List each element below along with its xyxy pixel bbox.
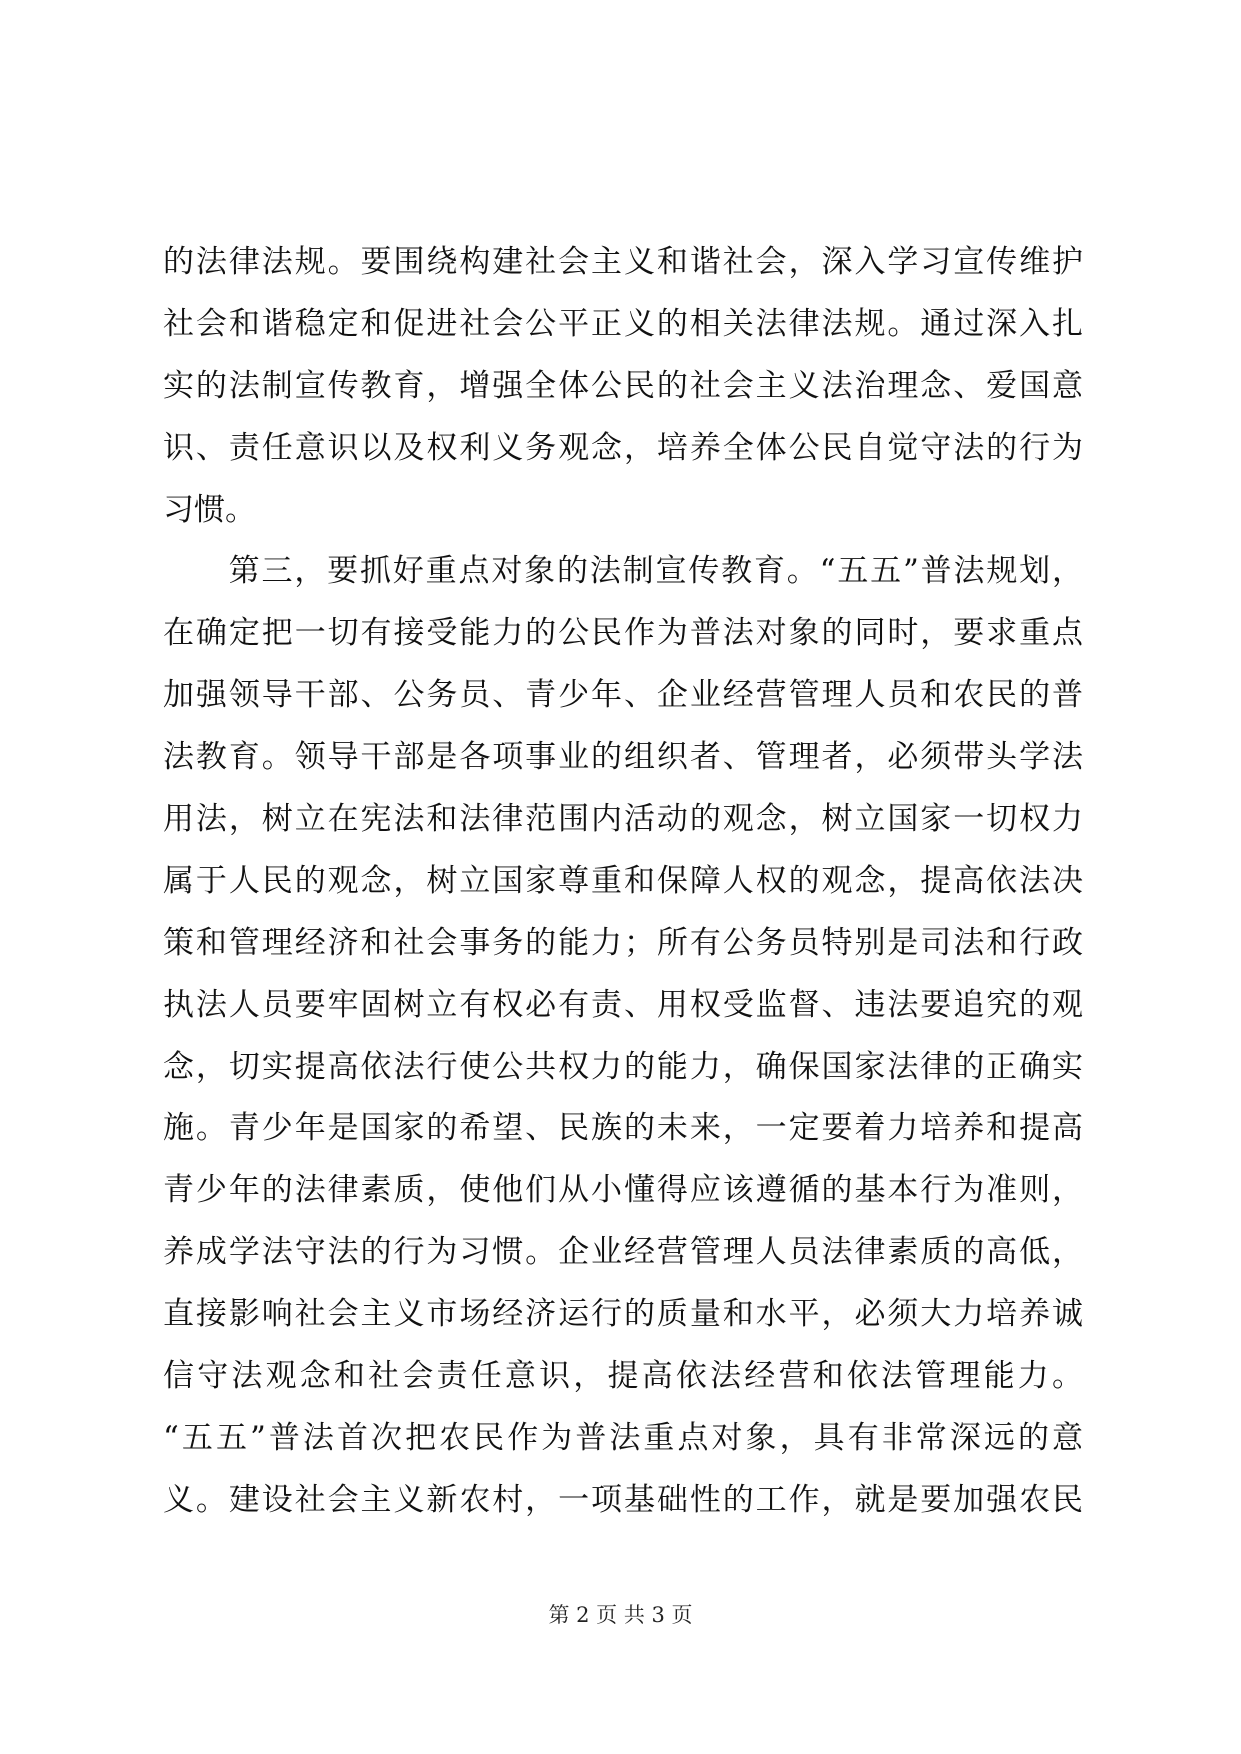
- text-line: 用法，树立在宪法和法律范围内活动的观念，树立国家一切权力: [163, 801, 1083, 838]
- text-line: 青少年的法律素质，使他们从小懂得应该遵循的基本行为准则，: [163, 1172, 1083, 1209]
- text-line: 直接影响社会主义市场经济运行的质量和水平，必须大力培养诚: [163, 1296, 1083, 1333]
- text-line: “五五”普法首次把农民作为普法重点对象，具有非常深远的意: [163, 1419, 1083, 1456]
- text-line: 在确定把一切有接受能力的公民作为普法对象的同时，要求重点: [163, 615, 1083, 652]
- text-line: 策和管理经济和社会事务的能力；所有公务员特别是司法和行政: [163, 924, 1083, 961]
- text-line: 养成学法守法的行为习惯。企业经营管理人员法律素质的高低，: [163, 1234, 1083, 1271]
- text-line: 第三，要抓好重点对象的法制宣传教育。“五五”普法规划，: [163, 553, 1083, 590]
- text-line: 的法律法规。要围绕构建社会主义和谐社会，深入学习宣传维护: [163, 244, 1083, 280]
- page-number-footer: 第 2 页 共 3 页: [548, 1603, 693, 1627]
- text-line: 执法人员要牢固树立有权必有责、用权受监督、违法要追究的观: [163, 986, 1083, 1023]
- text-line: 法教育。领导干部是各项事业的组织者、管理者，必须带头学法: [163, 739, 1083, 776]
- text-line: 加强领导干部、公务员、青少年、企业经营管理人员和农民的普: [163, 677, 1083, 714]
- text-line: 识、责任意识以及权利义务观念，培养全体公民自觉守法的行为: [163, 429, 1083, 466]
- text-line: 施。青少年是国家的希望、民族的未来，一定要着力培养和提高: [163, 1110, 1083, 1147]
- text-line: 念，切实提高依法行使公共权力的能力，确保国家法律的正确实: [163, 1048, 1083, 1085]
- text-line: 义。建设社会主义新农村，一项基础性的工作，就是要加强农民: [163, 1481, 1083, 1518]
- text-line: 属于人民的观念，树立国家尊重和保障人权的观念，提高依法决: [163, 862, 1083, 899]
- text-line: 实的法制宣传教育，增强全体公民的社会主义法治理念、爱国意: [163, 367, 1083, 404]
- text-line: 社会和谐稳定和促进社会公平正义的相关法律法规。通过深入扎: [163, 305, 1083, 342]
- text-line: 信守法观念和社会责任意识，提高依法经营和依法管理能力。: [163, 1358, 1083, 1395]
- body-text: [163, 232, 1083, 1532]
- text-line: 习惯。: [163, 491, 256, 528]
